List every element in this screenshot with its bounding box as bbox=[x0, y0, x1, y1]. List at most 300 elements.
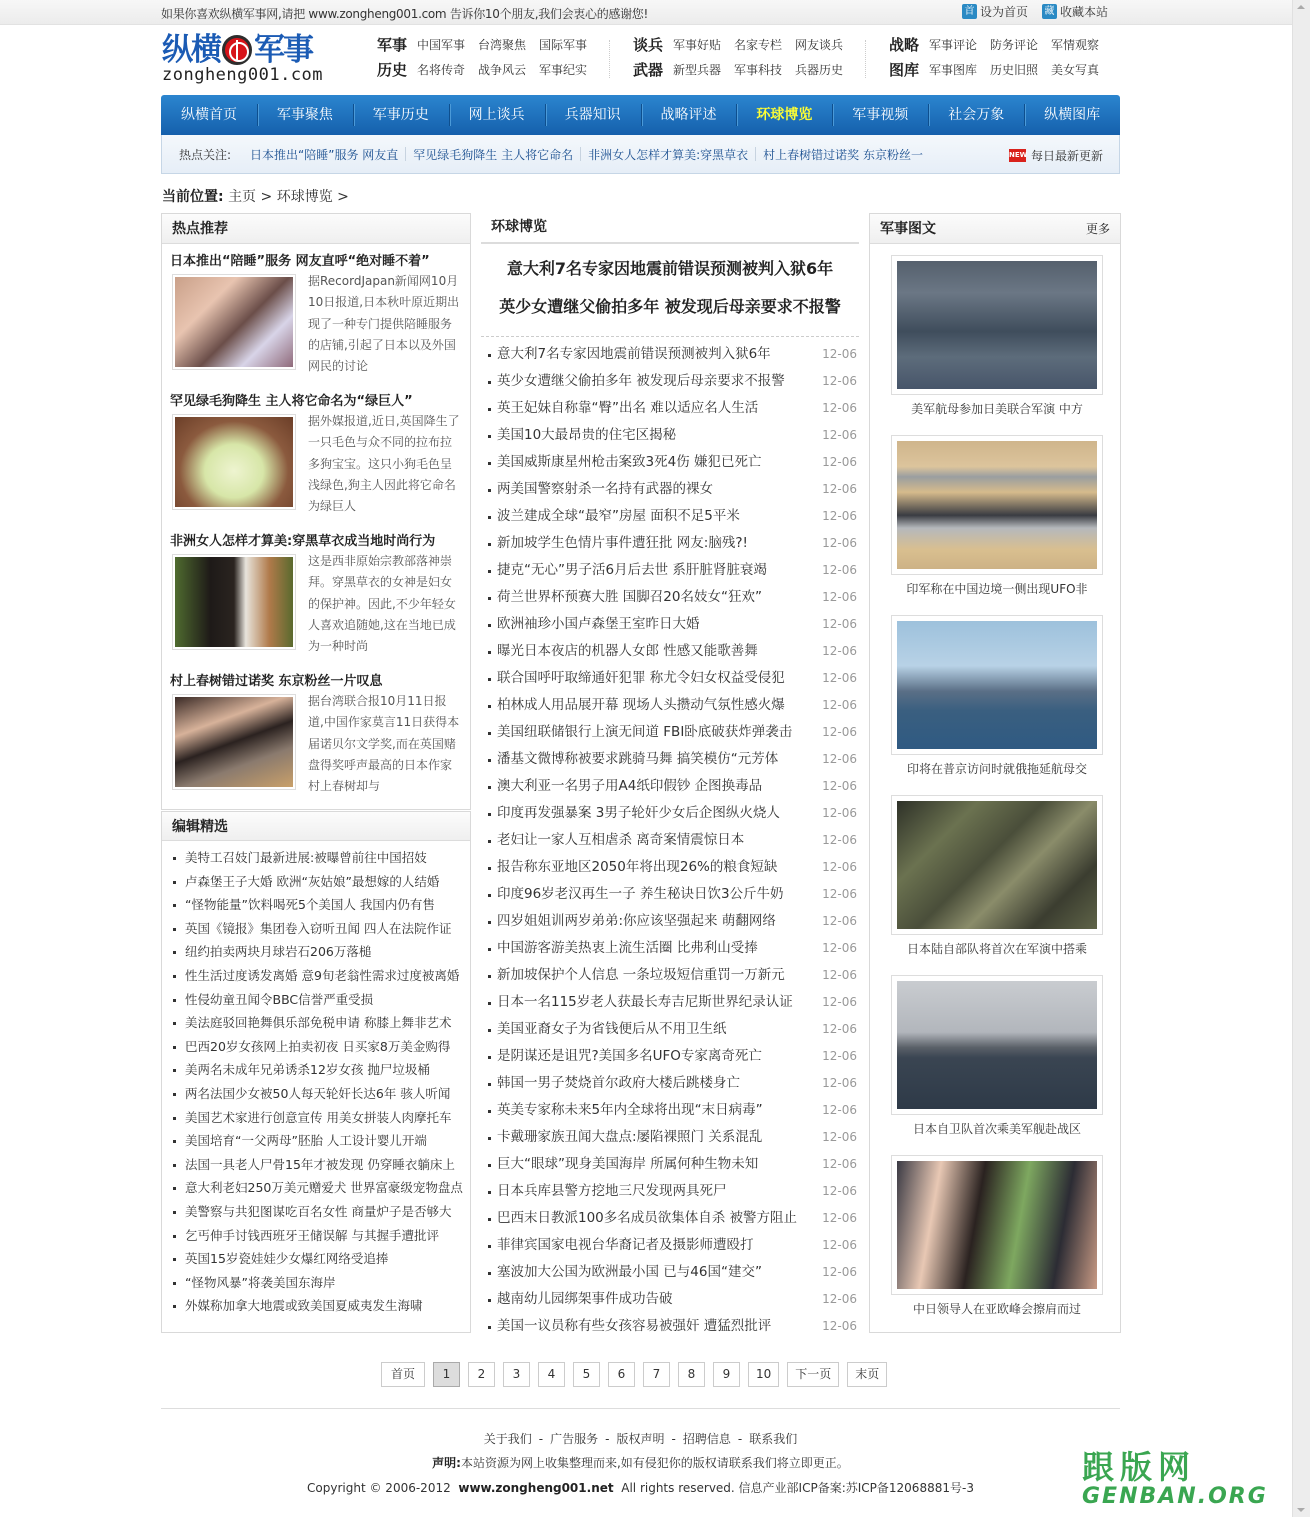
pic-item[interactable] bbox=[891, 1155, 1103, 1317]
world-expo-section bbox=[481, 213, 859, 1340]
news-item[interactable] bbox=[481, 665, 859, 692]
news-item[interactable] bbox=[481, 530, 859, 557]
news-item[interactable] bbox=[481, 1016, 859, 1043]
daily-update-label: 每日最新更新 bbox=[1030, 149, 1103, 163]
hot-item-desc: 据台湾联合报10月11日报道,中国作家莫言11日获得本届诺贝尔文学奖,而在英国赌盘得奖呼声最高的日本作家村上春树却与 bbox=[308, 694, 460, 794]
news-date: 12-06 bbox=[822, 509, 857, 523]
nav-item-strategy[interactable]: 战略评述 bbox=[641, 95, 737, 135]
news-item[interactable] bbox=[481, 1178, 859, 1205]
news-title: 越南幼儿园绑架事件成功告破 bbox=[497, 1291, 673, 1307]
news-date: 12-06 bbox=[822, 1103, 857, 1117]
news-item[interactable] bbox=[481, 1232, 859, 1259]
copyright-post: All rights reserved. 信息产业部ICP备案:苏ICP备12068881号-3 bbox=[621, 1481, 974, 1495]
news-title: 英少女遭继父偷拍多年 被发现后母亲要求不报警 bbox=[497, 373, 785, 389]
news-title: 卡戴珊家族丑闻大盘点:屡陷裸照门 关系混乱 bbox=[497, 1129, 763, 1145]
breadcrumb-label: 当前位置: bbox=[162, 189, 224, 205]
news-date: 12-06 bbox=[822, 1292, 857, 1306]
news-date: 12-06 bbox=[822, 1022, 857, 1036]
list-item[interactable]: 纽约拍卖两块月球岩石206万落槌 bbox=[172, 940, 470, 964]
news-title: 印度再发强暴案 3男子轮奸少女后企图纵火烧人 bbox=[497, 805, 780, 821]
breadcrumb bbox=[162, 186, 349, 206]
separator: - bbox=[737, 1432, 743, 1446]
pic-frame bbox=[891, 255, 1103, 395]
header-cat-military[interactable]: 军事 bbox=[377, 36, 408, 54]
news-item[interactable] bbox=[481, 557, 859, 584]
news-date: 12-06 bbox=[822, 401, 857, 415]
copyright-pre: Copyright © 2006-2012 bbox=[307, 1481, 451, 1495]
divider bbox=[405, 147, 406, 161]
military-pics-panel bbox=[869, 213, 1121, 1333]
pic-image bbox=[897, 1161, 1097, 1289]
news-date: 12-06 bbox=[822, 1265, 857, 1279]
header-link[interactable]: 名将传奇 bbox=[417, 63, 466, 77]
pic-frame bbox=[891, 615, 1103, 755]
pic-item[interactable] bbox=[891, 435, 1103, 597]
news-date: 12-06 bbox=[822, 1211, 857, 1225]
news-title: 美国纽联储银行上演无间道 FBI卧底破获炸弹袭击 bbox=[497, 724, 793, 740]
pic-caption: 日本陆自部队将首次在军演中搭乘 bbox=[906, 942, 1087, 956]
footer-copyright bbox=[161, 1479, 1120, 1496]
hot-item bbox=[170, 390, 466, 514]
news-title: 是阴谋还是诅咒?美国多名UFO专家离奇死亡 bbox=[497, 1048, 762, 1064]
news-date: 12-06 bbox=[822, 1157, 857, 1171]
watermark-en: GENBAN.ORG bbox=[1082, 1484, 1268, 1509]
footer-link-copyright[interactable]: 版权声明 bbox=[616, 1432, 665, 1446]
hot-topic-link[interactable]: 罕见绿毛狗降生 主人将它命名 bbox=[413, 147, 574, 162]
news-title: 美国亚裔女子为省钱便后从不用卫生纸 bbox=[497, 1021, 727, 1037]
thumbnail-image bbox=[175, 417, 293, 507]
footer-link-about[interactable]: 关于我们 bbox=[483, 1432, 532, 1446]
news-title: 荷兰世界杯预赛大胜 国脚召20名妓女“狂欢” bbox=[497, 589, 762, 605]
news-date: 12-06 bbox=[822, 671, 857, 685]
news-item[interactable] bbox=[481, 1259, 859, 1286]
header-cat-strategy[interactable]: 战略 bbox=[889, 36, 920, 54]
panel-title: 热点推荐 bbox=[162, 214, 470, 244]
news-title: 新加坡保护个人信息 一条垃圾短信重罚一万新元 bbox=[497, 967, 785, 983]
site-logo[interactable] bbox=[162, 33, 342, 89]
notice-text: 本站资源为网上收集整理而来,如有侵犯你的版权请联系我们将立即更正。 bbox=[460, 1456, 849, 1470]
header-cat-history[interactable]: 历史 bbox=[377, 61, 408, 79]
news-item[interactable] bbox=[481, 1124, 859, 1151]
hot-topics-bar bbox=[161, 135, 1120, 174]
news-item[interactable] bbox=[481, 476, 859, 503]
pic-frame bbox=[891, 795, 1103, 935]
news-item[interactable] bbox=[481, 692, 859, 719]
news-item[interactable] bbox=[481, 989, 859, 1016]
pagination bbox=[381, 1362, 887, 1387]
news-title: 四岁姐姐训两岁弟弟:你应该坚强起来 萌翻网络 bbox=[497, 913, 776, 929]
pic-item[interactable] bbox=[891, 615, 1103, 777]
news-item[interactable] bbox=[481, 1205, 859, 1232]
header-divider bbox=[865, 40, 866, 78]
list-item[interactable]: 英国15岁瓷娃娃少女爆红网络受追捧 bbox=[172, 1247, 470, 1271]
news-date: 12-06 bbox=[822, 1130, 857, 1144]
news-date: 12-06 bbox=[822, 887, 857, 901]
list-item[interactable]: 卢森堡王子大婚 欧洲“灰姑娘”最想嫁的人结婚 bbox=[172, 870, 470, 894]
list-item[interactable]: 美国培育“一父两母”胚胎 人工设计婴儿开端 bbox=[172, 1129, 470, 1153]
divider bbox=[481, 336, 859, 337]
welcome-message: 如果你喜欢纵横军事网,请把 www.zongheng001.com 告诉你10个朋友,我们会衷心的感谢您! bbox=[161, 7, 649, 21]
news-title: 联合国呼吁取缔通奸犯罪 称尤令妇女权益受侵犯 bbox=[497, 670, 785, 686]
list-item[interactable]: 美法庭驳回艳舞俱乐部免税申请 称膝上舞非艺术 bbox=[172, 1011, 470, 1035]
header-nav-group-2 bbox=[633, 36, 856, 78]
list-item[interactable]: “怪物风暴”将袭美国东海岸 bbox=[172, 1271, 470, 1295]
list-item[interactable]: “怪物能量”饮料喝死5个美国人 我国内仍有售 bbox=[172, 893, 470, 917]
news-title: 曝光日本夜店的机器人女郎 性感又能歌善舞 bbox=[497, 643, 758, 659]
divider bbox=[755, 147, 756, 161]
header-divider bbox=[609, 40, 610, 78]
news-title: 巨大“眼球”现身美国海岸 所属何种生物未知 bbox=[497, 1156, 759, 1172]
header-link[interactable]: 国际军事 bbox=[539, 38, 588, 52]
thumbnail-image bbox=[175, 697, 293, 787]
page-6[interactable]: 6 bbox=[608, 1362, 635, 1387]
list-item[interactable]: 法国一具老人尸骨15年才被发现 仍穿睡衣躺床上 bbox=[172, 1153, 470, 1177]
scroll-down-icon[interactable] bbox=[1297, 1508, 1305, 1512]
nav-item-weapons[interactable]: 兵器知识 bbox=[545, 95, 641, 135]
news-date: 12-06 bbox=[822, 347, 857, 361]
watermark-cn: 跟版网 bbox=[1082, 1448, 1197, 1486]
editor-picks-list bbox=[162, 841, 470, 1318]
pic-image bbox=[897, 441, 1097, 569]
news-date: 12-06 bbox=[822, 779, 857, 793]
nav-item-military-focus[interactable]: 军事聚焦 bbox=[257, 95, 353, 135]
news-date: 12-06 bbox=[822, 941, 857, 955]
news-item[interactable] bbox=[481, 854, 859, 881]
pic-caption: 印将在普京访问时就俄拖延航母交 bbox=[906, 762, 1087, 776]
news-title: 英美专家称未来5年内全球将出现“末日病毒” bbox=[497, 1102, 763, 1118]
pic-caption: 美军航母参加日美联合军演 中方 bbox=[911, 402, 1083, 416]
divider bbox=[580, 147, 581, 161]
breadcrumb-separator: > bbox=[260, 189, 273, 205]
pic-item[interactable] bbox=[891, 975, 1103, 1137]
news-title: 日本一名115岁老人获最长寿吉尼斯世界纪录认证 bbox=[497, 994, 793, 1010]
thumbnail-image bbox=[175, 277, 293, 367]
pic-caption: 印军称在中国边境一侧出现UFO非 bbox=[906, 582, 1088, 596]
news-date: 12-06 bbox=[822, 590, 857, 604]
list-item[interactable]: 意大利老妇250万美元赠爱犬 世界富豪级宠物盘点 bbox=[172, 1176, 470, 1200]
header-link[interactable]: 军事好贴 bbox=[673, 38, 722, 52]
home-icon: 首 bbox=[962, 4, 977, 19]
header-link[interactable]: 兵器历史 bbox=[795, 63, 844, 77]
nav-item-home[interactable]: 纵横首页 bbox=[180, 107, 237, 123]
list-item[interactable]: 美两名未成年兄弟诱杀12岁女孩 抛尸垃圾桶 bbox=[172, 1058, 470, 1082]
news-title: 印度96岁老汉再生一子 养生秘诀日饮3公斤牛奶 bbox=[497, 886, 784, 902]
news-item[interactable] bbox=[481, 746, 859, 773]
news-date: 12-06 bbox=[822, 617, 857, 631]
news-date: 12-06 bbox=[822, 725, 857, 739]
list-item[interactable]: 两名法国少女被50人每天轮奸长达6年 骇人听闻 bbox=[172, 1082, 470, 1106]
hot-topics-label: 热点关注: bbox=[179, 147, 232, 162]
site-link[interactable]: www.zongheng001.net bbox=[458, 1481, 614, 1495]
news-item[interactable] bbox=[481, 638, 859, 665]
pic-caption: 日本自卫队首次乘美军舰赴战区 bbox=[912, 1122, 1081, 1136]
hot-item-title[interactable]: 日本推出“陪睡”服务 网友直呼“绝对睡不着” bbox=[170, 254, 430, 269]
pic-image bbox=[897, 801, 1097, 929]
nav-item-gallery[interactable]: 纵横图库 bbox=[1024, 95, 1120, 135]
section-title: 环球博览 bbox=[481, 213, 859, 244]
nav-item-world-expo[interactable]: 环球博览 bbox=[736, 95, 832, 135]
news-title: 英王妃妹自称靠“臀”出名 难以适应名人生活 bbox=[497, 400, 759, 416]
hot-item-desc: 据外媒报道,近日,英国降生了一只毛色与众不同的拉布拉多狗宝宝。这只小狗毛色呈浅绿色,狗主人因此将它命名为绿巨人 bbox=[308, 414, 460, 514]
footer-link-jobs[interactable]: 招聘信息 bbox=[682, 1432, 731, 1446]
news-item[interactable] bbox=[481, 800, 859, 827]
news-title: 澳大利亚一名男子用A4纸印假钞 企图换毒品 bbox=[497, 778, 763, 794]
top-bar bbox=[0, 0, 1292, 25]
breadcrumb-home[interactable]: 主页 bbox=[228, 189, 257, 205]
header-link[interactable]: 网友谈兵 bbox=[795, 38, 844, 52]
news-title: 美国威斯康星州枪击案致3死4伤 嫌犯已死亡 bbox=[497, 454, 762, 470]
news-date: 12-06 bbox=[822, 752, 857, 766]
news-item[interactable] bbox=[481, 935, 859, 962]
page-next[interactable]: 下一页 bbox=[787, 1362, 839, 1387]
news-title: 意大利7名专家因地震前错误预测被判入狱6年 bbox=[497, 346, 771, 362]
pic-frame bbox=[891, 435, 1103, 575]
editor-picks-panel bbox=[161, 811, 471, 1333]
page-10[interactable]: 10 bbox=[748, 1362, 779, 1387]
separator: - bbox=[605, 1432, 610, 1446]
pic-frame bbox=[891, 1155, 1103, 1295]
news-item[interactable] bbox=[481, 881, 859, 908]
news-item[interactable] bbox=[481, 503, 859, 530]
news-title: 老妇让一家人互相虐杀 离奇案情震惊日本 bbox=[497, 832, 745, 848]
news-item[interactable] bbox=[481, 962, 859, 989]
news-title: 巴西末日教派100多名成员欲集体自杀 被警方阻止 bbox=[497, 1210, 798, 1226]
page-3[interactable]: 3 bbox=[503, 1362, 530, 1387]
news-date: 12-06 bbox=[822, 374, 857, 388]
news-title: 潘基文微博称被要求跳骑马舞 搞笑模仿“元芳体 bbox=[497, 751, 779, 767]
notice-label: 声明: bbox=[432, 1456, 461, 1470]
header-link[interactable]: 美女写真 bbox=[1051, 63, 1100, 77]
news-date: 12-06 bbox=[822, 806, 857, 820]
news-title: 报告称东亚地区2050年将出现26%的粮食短缺 bbox=[497, 859, 778, 875]
news-item[interactable] bbox=[481, 719, 859, 746]
scroll-up-icon[interactable] bbox=[1297, 5, 1305, 9]
hot-topic-link[interactable]: 村上春树错过诺奖 东京粉丝一 bbox=[763, 147, 923, 162]
page-7[interactable]: 7 bbox=[643, 1362, 670, 1387]
news-title: 欧洲袖珍小国卢森堡王室昨日大婚 bbox=[497, 616, 700, 632]
hot-item-thumbnail[interactable] bbox=[172, 554, 296, 650]
page-1[interactable]: 1 bbox=[433, 1362, 460, 1387]
news-date: 12-06 bbox=[822, 482, 857, 496]
hot-item-thumbnail[interactable] bbox=[172, 414, 296, 510]
header-link[interactable]: 名家专栏 bbox=[734, 38, 783, 52]
news-date: 12-06 bbox=[822, 563, 857, 577]
news-item[interactable] bbox=[481, 1313, 859, 1340]
bookmark-link[interactable] bbox=[1042, 3, 1108, 20]
news-date: 12-06 bbox=[822, 860, 857, 874]
list-item[interactable]: 巴西20岁女孩网上拍卖初夜 日买家8万美金购得 bbox=[172, 1035, 470, 1059]
more-link[interactable]: 更多 bbox=[1085, 222, 1110, 236]
page-5[interactable]: 5 bbox=[573, 1362, 600, 1387]
news-date: 12-06 bbox=[822, 644, 857, 658]
daily-update-link[interactable] bbox=[1009, 147, 1103, 164]
news-title: 中国游客游美热衷上流生活圈 比弗利山受捧 bbox=[497, 940, 758, 956]
panel-title: 编辑精选 bbox=[162, 811, 470, 841]
header-link[interactable]: 新型兵器 bbox=[673, 63, 722, 77]
hot-item bbox=[170, 530, 466, 654]
breadcrumb-separator: > bbox=[337, 189, 349, 205]
vertical-scrollbar[interactable] bbox=[1292, 0, 1310, 1517]
hot-item-thumbnail[interactable] bbox=[172, 274, 296, 370]
news-title: 菲律宾国家电视台华裔记者及摄影师遭殴打 bbox=[497, 1237, 754, 1253]
list-item[interactable]: 外媒称加拿大地震或致美国夏威夷发生海啸 bbox=[172, 1294, 470, 1318]
news-item[interactable] bbox=[481, 611, 859, 638]
bookmark-label: 收藏本站 bbox=[1060, 5, 1109, 19]
news-item[interactable] bbox=[481, 773, 859, 800]
hot-recommend-panel bbox=[161, 213, 471, 810]
pic-image bbox=[897, 981, 1097, 1109]
nav-item-video[interactable]: 军事视频 bbox=[832, 95, 928, 135]
logo-domain: zongheng001.com bbox=[162, 65, 324, 85]
news-title: 美国10大最昂贵的住宅区揭秘 bbox=[497, 427, 677, 443]
news-title: 捷克“无心”男子活6月后去世 系肝脏肾脏衰竭 bbox=[497, 562, 767, 578]
nav-item-online-talk[interactable]: 网上谈兵 bbox=[449, 95, 545, 135]
pic-image bbox=[897, 261, 1097, 389]
header-cat-weapons[interactable]: 武器 bbox=[633, 61, 664, 79]
list-item[interactable]: 美警察与共犯图谋吃百名女性 商量炉子是否够大 bbox=[172, 1200, 470, 1224]
page-8[interactable]: 8 bbox=[678, 1362, 705, 1387]
separator: - bbox=[671, 1432, 676, 1446]
breadcrumb-world-expo[interactable]: 环球博览 bbox=[276, 189, 333, 205]
page-9[interactable]: 9 bbox=[713, 1362, 740, 1387]
pic-image bbox=[897, 621, 1097, 749]
news-date: 12-06 bbox=[822, 536, 857, 550]
hot-item-title[interactable]: 非洲女人怎样才算美:穿黑草衣成当地时尚行为 bbox=[170, 534, 436, 549]
thumbnail-image bbox=[175, 557, 293, 647]
header-link[interactable]: 军事科技 bbox=[734, 63, 783, 77]
news-date: 12-06 bbox=[822, 995, 857, 1009]
headline-link[interactable]: 英少女遭继父偷拍多年 被发现后母亲要求不报警 bbox=[499, 297, 841, 316]
news-item[interactable] bbox=[481, 1043, 859, 1070]
header-link[interactable]: 战争风云 bbox=[478, 63, 527, 77]
hot-item-desc: 这是西非原始宗教部落神崇拜。穿黑草衣的女神是妇女的保护神。因此,不少年轻女人喜欢追随她,这在当地已成为一种时尚 bbox=[308, 554, 456, 654]
pic-item[interactable] bbox=[891, 255, 1103, 417]
header-cat-gallery[interactable]: 图库 bbox=[889, 61, 920, 79]
header-link[interactable]: 军情观察 bbox=[1051, 38, 1100, 52]
news-date: 12-06 bbox=[822, 833, 857, 847]
set-homepage-label: 设为首页 bbox=[980, 5, 1029, 19]
news-item[interactable] bbox=[481, 908, 859, 935]
news-item[interactable] bbox=[481, 1070, 859, 1097]
headline-link[interactable]: 意大利7名专家因地震前错误预测被判入狱6年 bbox=[506, 259, 834, 278]
separator: - bbox=[538, 1432, 544, 1446]
hot-item-desc: 据RecordJapan新闻网10月10日报道,日本秋叶原近期出现了一种专门提供陪睡服务的店铺,引起了日本以及外国网民的讨论 bbox=[308, 274, 460, 374]
header-cat-talk[interactable]: 谈兵 bbox=[633, 36, 664, 54]
footer-notice bbox=[161, 1454, 1120, 1471]
footer-divider bbox=[161, 1408, 1120, 1409]
news-date: 12-06 bbox=[822, 1049, 857, 1063]
news-title: 塞波加大公国为欧洲最小国 已与46国“建交” bbox=[497, 1264, 762, 1280]
header-link[interactable]: 中国军事 bbox=[417, 38, 466, 52]
hot-item bbox=[170, 670, 466, 794]
news-date: 12-06 bbox=[822, 698, 857, 712]
page-last[interactable]: 末页 bbox=[847, 1362, 887, 1387]
news-item[interactable] bbox=[481, 422, 859, 449]
list-item[interactable]: 英国《镜报》集团卷入窃听丑闻 四人在法院作证 bbox=[172, 917, 470, 941]
hot-topic-link[interactable]: 日本推出“陪睡”服务 网友直 bbox=[250, 147, 399, 162]
news-item[interactable] bbox=[481, 1097, 859, 1124]
top-tools bbox=[962, 3, 1108, 20]
hot-topic-link[interactable]: 非洲女人怎样才算美:穿黑草衣 bbox=[588, 147, 749, 162]
header-link[interactable]: 台湾聚焦 bbox=[478, 38, 527, 52]
news-date: 12-06 bbox=[822, 1238, 857, 1252]
list-item[interactable]: 美特工召妓门最新进展:被曝曾前往中国招妓 bbox=[172, 846, 470, 870]
news-date: 12-06 bbox=[822, 455, 857, 469]
header-link[interactable]: 军事图库 bbox=[929, 63, 978, 77]
news-title: 新加坡学生色情片事件遭狂批 网友:脑残?! bbox=[497, 535, 748, 551]
hot-item-thumbnail[interactable] bbox=[172, 694, 296, 790]
list-item[interactable]: 性侵幼童丑闻令BBC信誉严重受损 bbox=[172, 988, 470, 1012]
news-item[interactable] bbox=[481, 827, 859, 854]
list-item[interactable]: 美国艺术家进行创意宣传 用美女拼装人肉摩托车 bbox=[172, 1106, 470, 1130]
page-2[interactable]: 2 bbox=[468, 1362, 495, 1387]
header-link[interactable]: 军事纪实 bbox=[539, 63, 588, 77]
hot-item-title[interactable]: 罕见绿毛狗降生 主人将它命名为“绿巨人” bbox=[170, 394, 413, 409]
page-first[interactable]: 首页 bbox=[381, 1362, 425, 1387]
news-title: 柏林成人用品展开幕 现场人头攒动气氛性感火爆 bbox=[497, 697, 785, 713]
set-homepage-link[interactable] bbox=[962, 3, 1028, 20]
news-item[interactable] bbox=[481, 1286, 859, 1313]
news-item[interactable] bbox=[481, 449, 859, 476]
list-item[interactable]: 性生活过度诱发离婚 意9旬老翁性需求过度被离婚 bbox=[172, 964, 470, 988]
logo-text-left: 纵横 bbox=[162, 32, 220, 68]
logo-text-right: 军事 bbox=[254, 32, 312, 68]
header-link[interactable]: 历史旧照 bbox=[990, 63, 1039, 77]
news-title: 波兰建成全球“最窄”房屋 面积不足5平米 bbox=[497, 508, 740, 524]
pic-caption: 中日领导人在亚欧峰会擦肩而过 bbox=[912, 1302, 1081, 1316]
header-link[interactable]: 军事评论 bbox=[929, 38, 978, 52]
footer-link-contact[interactable]: 联系我们 bbox=[749, 1432, 798, 1446]
news-item[interactable] bbox=[481, 1151, 859, 1178]
news-list bbox=[481, 341, 859, 1340]
footer-link-ads[interactable]: 广告服务 bbox=[550, 1432, 599, 1446]
news-date: 12-06 bbox=[822, 914, 857, 928]
footer-links bbox=[161, 1430, 1120, 1447]
news-date: 12-06 bbox=[822, 1076, 857, 1090]
news-date: 12-06 bbox=[822, 1184, 857, 1198]
hot-item-title[interactable]: 村上春树错过诺奖 东京粉丝一片叹息 bbox=[170, 674, 383, 689]
news-title: 两美国警察射杀一名持有武器的裸女 bbox=[497, 481, 713, 497]
list-item[interactable]: 乞丐伸手讨钱西班牙王储误解 与其握手遭批评 bbox=[172, 1224, 470, 1248]
genban-watermark bbox=[1082, 1450, 1296, 1510]
pic-item[interactable] bbox=[891, 795, 1103, 957]
news-title: 美国一议员称有些女孩容易被强奸 遭猛烈批评 bbox=[497, 1318, 772, 1334]
panel-title-text: 军事图文 bbox=[880, 221, 936, 237]
crosshair-icon bbox=[222, 35, 252, 65]
header-nav-group-1 bbox=[377, 36, 600, 78]
news-date: 12-06 bbox=[822, 1319, 857, 1333]
new-badge-icon: NEW bbox=[1009, 149, 1026, 162]
hot-item bbox=[170, 250, 466, 374]
bookmark-icon: 藏 bbox=[1042, 4, 1057, 19]
nav-item-military-history[interactable]: 军事历史 bbox=[353, 95, 449, 135]
news-item[interactable] bbox=[481, 341, 859, 368]
news-date: 12-06 bbox=[822, 968, 857, 982]
news-item[interactable] bbox=[481, 584, 859, 611]
header-link[interactable]: 防务评论 bbox=[990, 38, 1039, 52]
panel-title bbox=[870, 214, 1120, 244]
pic-frame bbox=[891, 975, 1103, 1115]
news-title: 韩国一男子焚烧首尔政府大楼后跳楼身亡 bbox=[497, 1075, 740, 1091]
news-date: 12-06 bbox=[822, 428, 857, 442]
page-4[interactable]: 4 bbox=[538, 1362, 565, 1387]
news-title: 日本兵库县警方挖地三尺发现两具死尸 bbox=[497, 1183, 727, 1199]
header-nav-group-3 bbox=[889, 36, 1112, 78]
nav-item-society[interactable]: 社会万象 bbox=[928, 95, 1024, 135]
news-item[interactable] bbox=[481, 395, 859, 422]
main-nav bbox=[161, 95, 1120, 135]
news-item[interactable] bbox=[481, 368, 859, 395]
